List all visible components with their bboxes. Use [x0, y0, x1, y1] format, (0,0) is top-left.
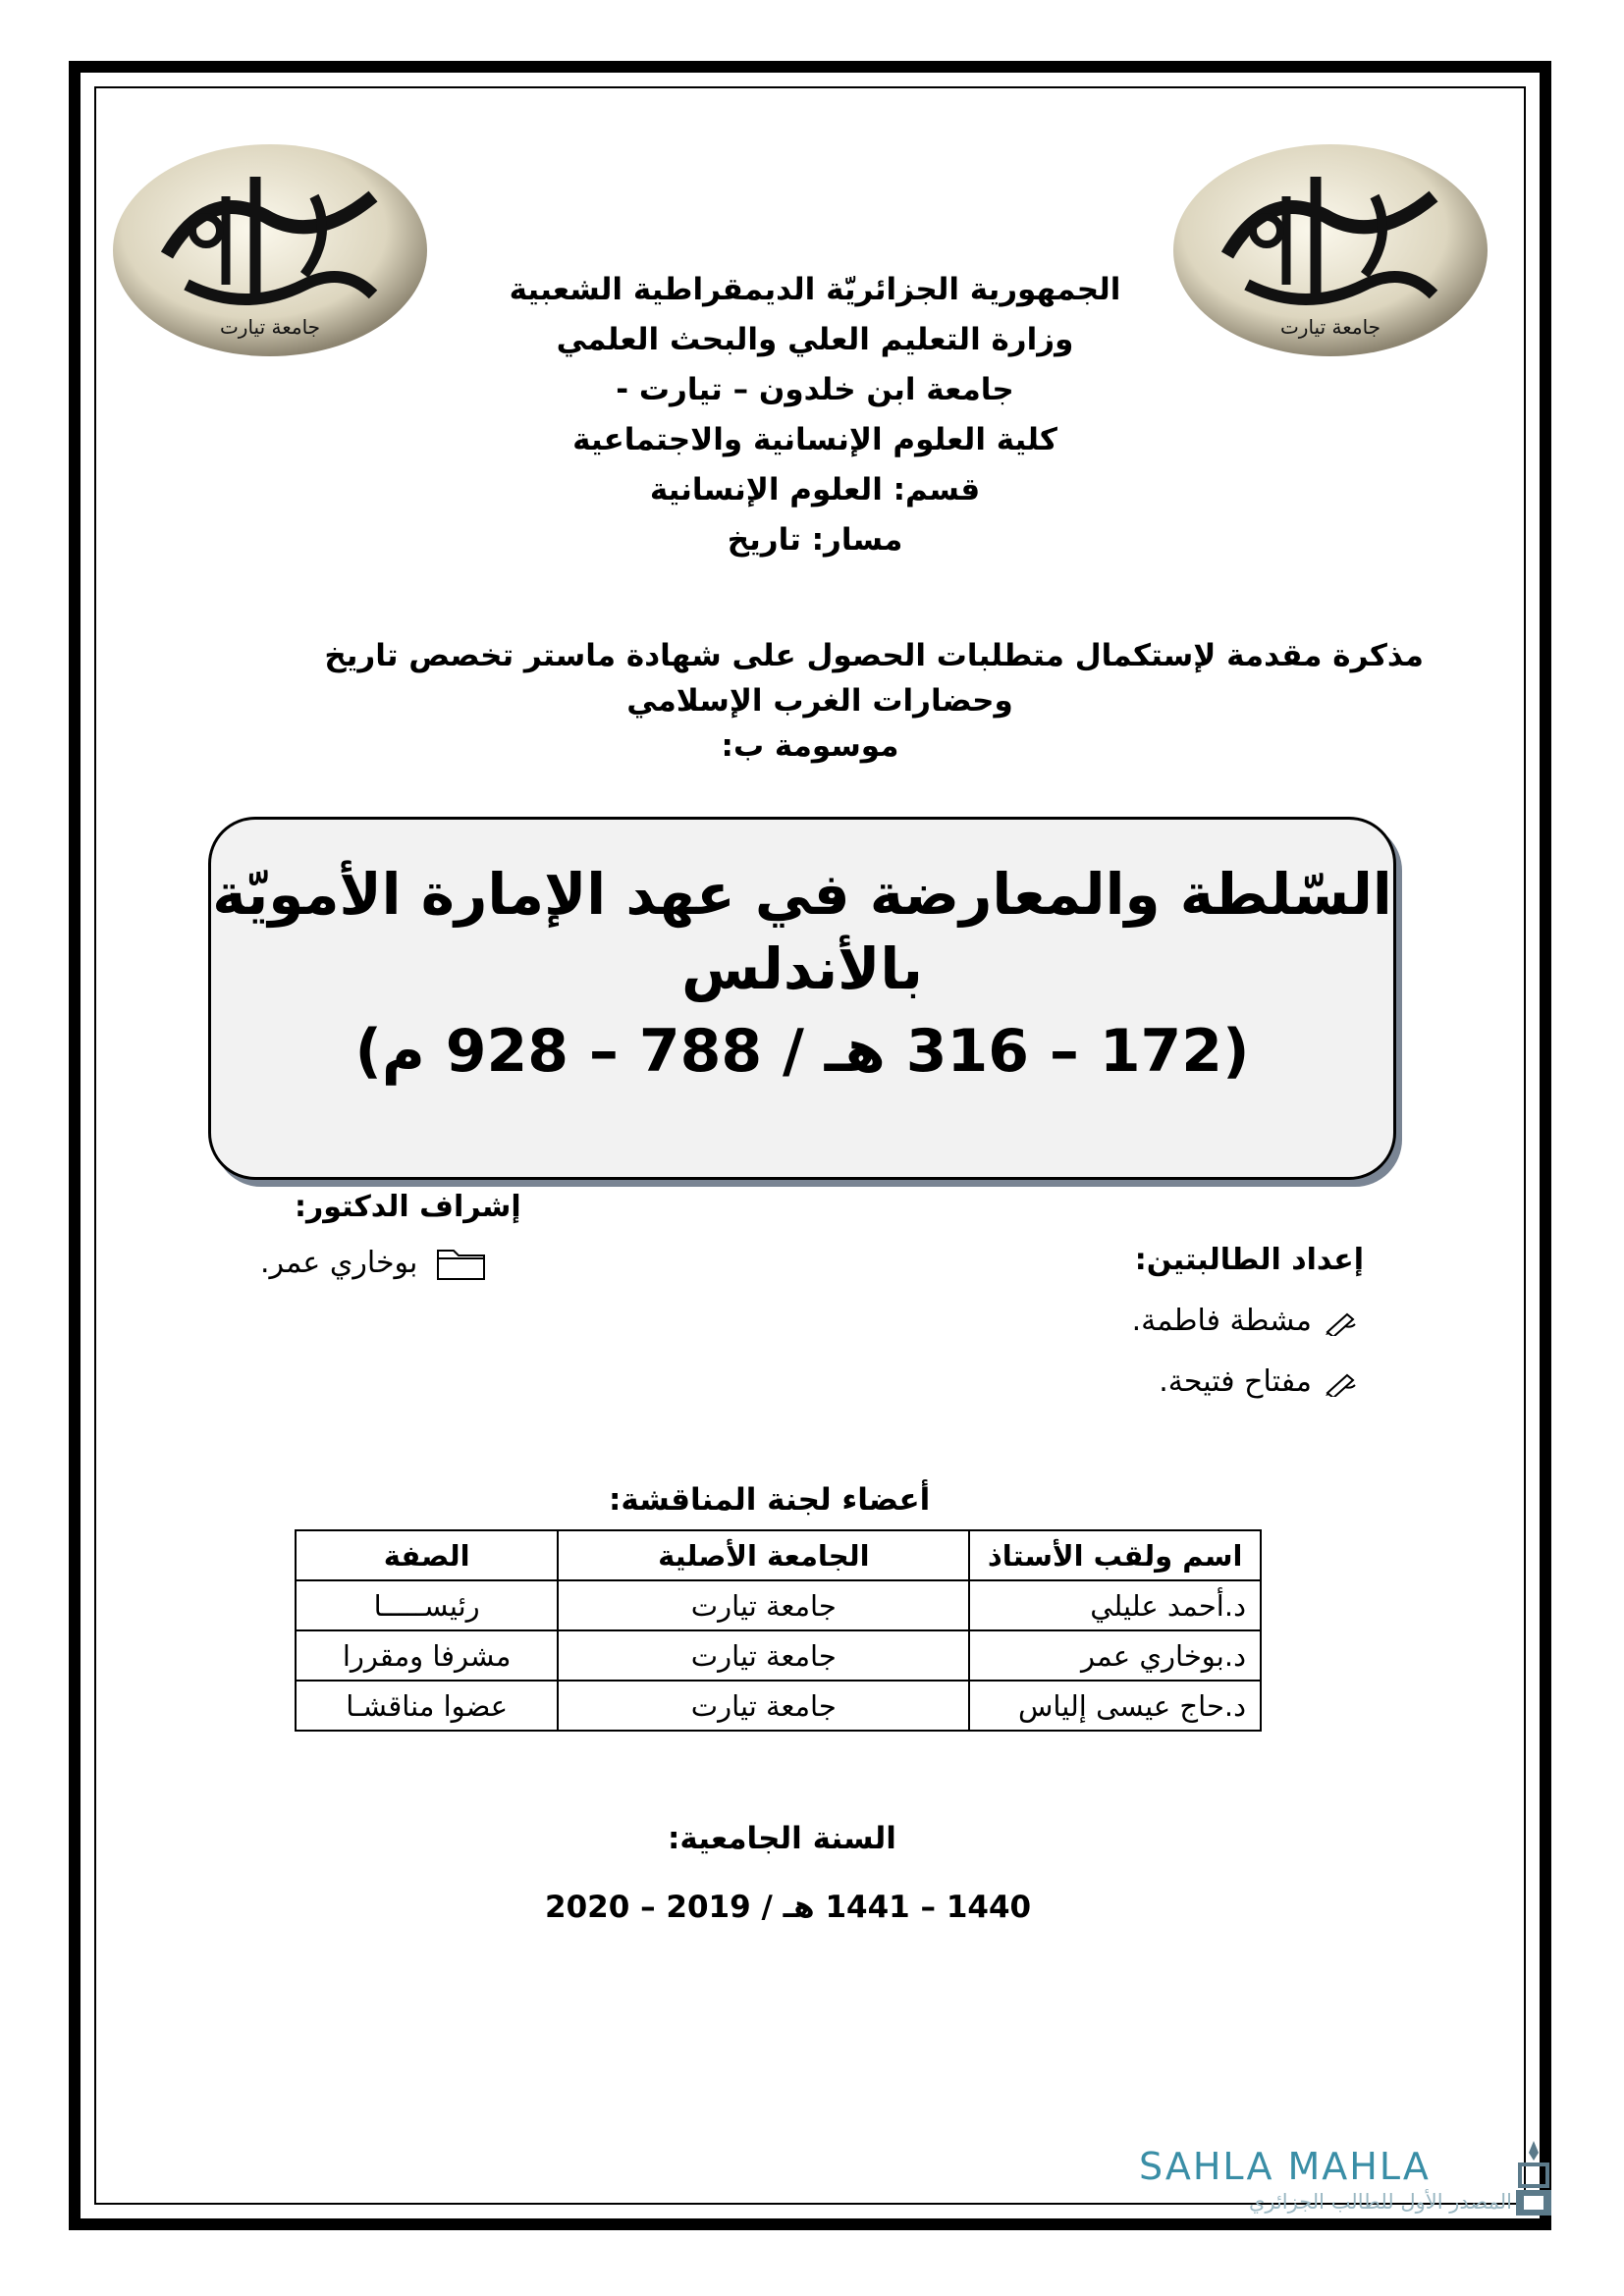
ministry-line: وزارة التعليم العلي والبحث العلمي	[556, 322, 1074, 357]
table-row	[296, 1580, 1261, 1630]
supervisor-entry	[260, 1243, 488, 1282]
student-name: مفتاح فتيحة.	[1159, 1364, 1312, 1399]
memo-line-1: مذكرة مقدمة لإستكمال متطلبات الحصول على شهادة ماستر تخصص تاريخ	[324, 638, 1424, 673]
watermark-logo-icon	[1510, 2137, 1557, 2221]
student-entry	[1159, 1364, 1359, 1399]
academic-year-value: 1440 – 1441 هـ / 2019 – 2020	[545, 1890, 1032, 1925]
department-line: قسم: العلوم الإنسانية	[649, 472, 981, 507]
jury-table-header	[296, 1530, 1261, 1580]
folder-icon	[435, 1243, 488, 1282]
university-line: جامعة ابن خلدون – تيارت -	[616, 372, 1014, 407]
institution-header	[412, 265, 1218, 565]
memo-description	[196, 633, 1424, 769]
track-line: مسار: تاريخ	[727, 522, 903, 558]
writing-hand-icon	[1324, 1307, 1359, 1336]
jury-member-university: جامعة تيارت	[558, 1580, 969, 1630]
jury-member-role: عضوا مناقشـا	[296, 1681, 558, 1731]
thesis-title-line-2: بالأندلس	[681, 935, 923, 1002]
jury-member-name: د.أحمد عليلي	[969, 1580, 1261, 1630]
students-label: إعداد الطالبتين:	[1134, 1243, 1364, 1277]
student-name: مشطة فاطمة.	[1131, 1304, 1312, 1338]
watermark-tagline: المصدر الأول للطالب الجزائري	[1248, 2190, 1512, 2214]
header-role: الصفة	[296, 1530, 558, 1580]
jury-member-name: د.حاج عيسى إلياس	[969, 1681, 1261, 1731]
jury-member-name: د.بوخاري عمر	[969, 1630, 1261, 1681]
writing-hand-icon	[1324, 1367, 1359, 1397]
supervisor-name: بوخاري عمر.	[260, 1245, 418, 1280]
jury-member-university: جامعة تيارت	[558, 1681, 969, 1731]
university-logo-left	[108, 137, 432, 363]
thesis-title-dates: (172 – 316 هـ / 788 – 928 م)	[354, 1017, 1250, 1086]
jury-member-university: جامعة تيارت	[558, 1630, 969, 1681]
faculty-line: كلية العلوم الإنسانية والاجتماعية	[572, 422, 1057, 457]
logo-left-ring-text: جامعة تيارت	[219, 315, 321, 339]
table-row	[296, 1630, 1261, 1681]
republic-line: الجمهورية الجزائريّة الديمقراطية الشعبية	[509, 272, 1121, 307]
thesis-title-line-1: السّلطة والمعارضة في عهد الإمارة الأمويّة	[212, 861, 1392, 928]
supervisor-label: إشراف الدكتور:	[295, 1190, 521, 1224]
watermark-brand: SAHLA MAHLA	[1139, 2145, 1431, 2188]
header-name: اسم ولقب الأستاذ	[969, 1530, 1261, 1580]
jury-member-role: مشرفا ومقررا	[296, 1630, 558, 1681]
sahla-mahla-watermark	[1139, 2145, 1561, 2223]
thesis-title-box	[208, 817, 1396, 1180]
jury-table	[295, 1529, 1262, 1732]
jury-member-role: رئيســـــا	[296, 1580, 558, 1630]
memo-line-3: موسومة ب:	[721, 728, 899, 764]
header-university: الجامعة الأصلية	[558, 1530, 969, 1580]
memo-line-2: وحضارات الغرب الإسلامي	[626, 683, 1013, 719]
academic-year-label: السنة الجامعية:	[668, 1821, 896, 1856]
jury-label: أعضاء لجنة المناقشة:	[609, 1482, 931, 1518]
student-entry	[1132, 1304, 1359, 1338]
table-row	[296, 1681, 1261, 1731]
logo-right-ring-text: جامعة تيارت	[1279, 315, 1381, 339]
